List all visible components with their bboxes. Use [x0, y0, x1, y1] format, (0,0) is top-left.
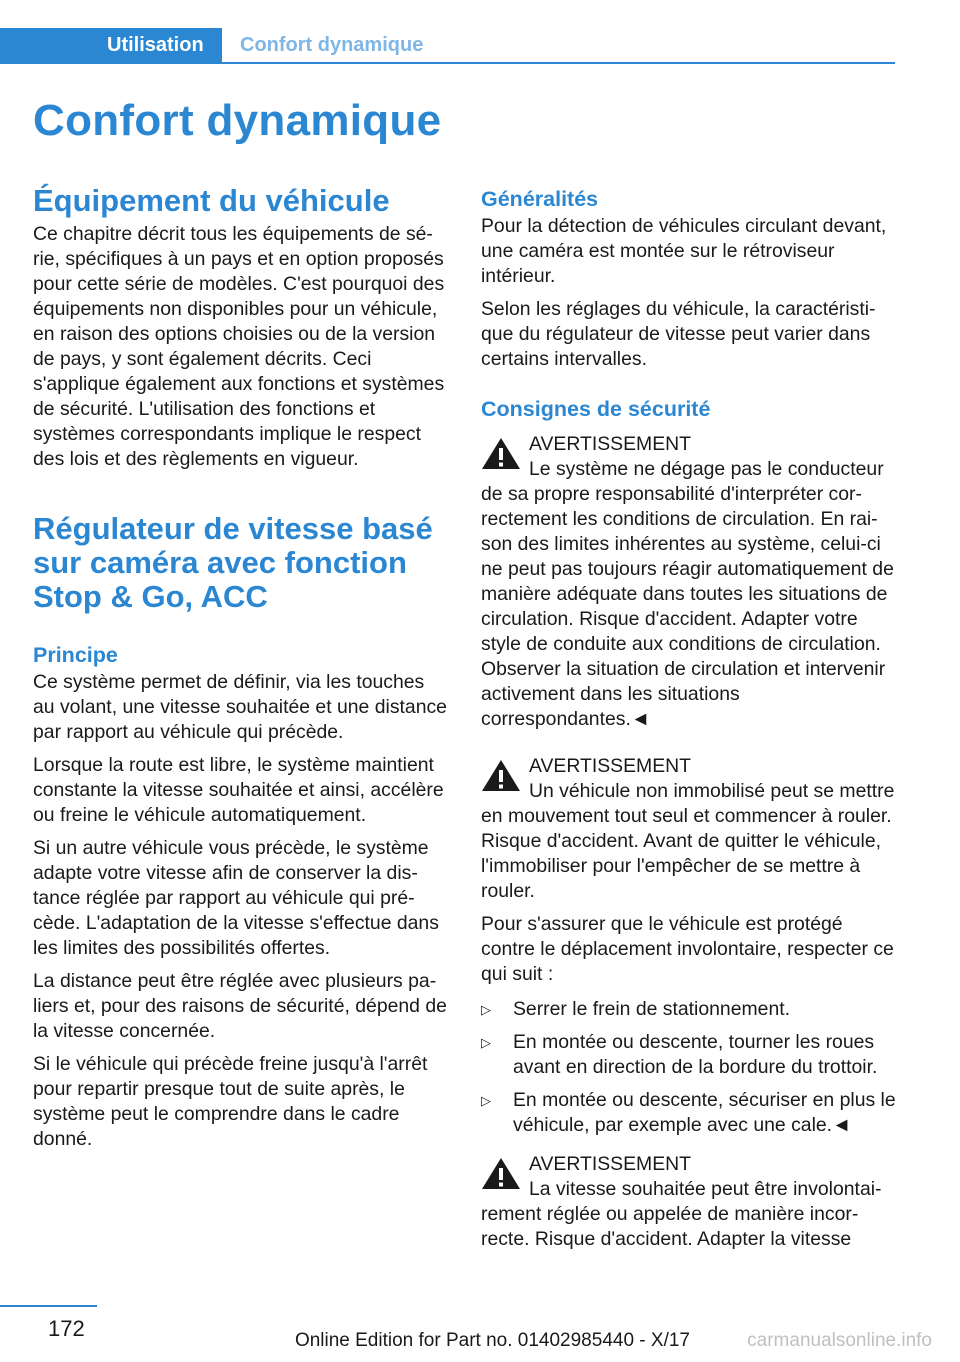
principe-paragraph: Si le véhicule qui précède freine jusqu'à l'arrêt pour repartir presque tout de suite après, le système peut le comprendre dans le cadre donné.	[33, 1053, 428, 1150]
page-title: Confort dynamique	[33, 96, 442, 145]
list-item: ▷ En montée ou descente, tourner les roues avant en direction de la bordure du trottoir.	[481, 1031, 878, 1078]
tab-confort-dynamique[interactable]: Confort dynamique	[240, 34, 424, 56]
tab-utilisation[interactable]: Utilisation	[0, 28, 222, 62]
warning-paragraph: Pour s'assurer que le véhicule est protégé contre le déplacement involontaire, respecter ce qui suit :	[481, 913, 894, 985]
warning-block	[481, 432, 897, 732]
watermark: carmanualsonline.info	[747, 1330, 932, 1351]
header-tab-bar	[0, 28, 895, 64]
warning-block	[481, 1152, 897, 1252]
edition-info: Online Edition for Part no. 01402985440 - X/17	[294, 1330, 690, 1351]
principe-paragraph: Si un autre véhicule vous précède, le système adapte votre vitesse afin de conserver la distance réglée par rapport au véhicule qui précède. L'adaptation de la vitesse s'effectue dans les limites des possibilités offertes.	[33, 837, 439, 959]
generalites-paragraph: Pour la détection de véhicules circulant devant, une caméra est montée sur le rétroviseur intérieur.	[481, 215, 887, 287]
equipment-heading: Équipement du véhicule	[33, 183, 390, 218]
principe-paragraph: Ce système permet de définir, via les touches au volant, une vitesse souhaitée et une distance par rapport au véhicule qui précède.	[33, 671, 447, 743]
right-column	[481, 184, 897, 1252]
principe-paragraph: La distance peut être réglée avec plusieurs paliers et, pour des raisons de sécurité, dépend de la vitesse concernée.	[33, 970, 447, 1042]
principe-paragraph: Lorsque la route est libre, le système maintient constante la vitesse souhaitée et ainsi, accélère ou freine le véhicule automatiquement.	[33, 754, 444, 826]
triangle-bullet-icon: ▷	[481, 1093, 491, 1108]
warning-block	[481, 754, 897, 904]
warning-title: AVERTISSEMENT	[529, 433, 691, 455]
consignes-heading: Consignes de sécurité	[481, 397, 711, 421]
warning-text: La vitesse souhaitée peut être involontairement réglée ou appelée de manière incorrecte. Risque d'accident. Adapter la vitesse	[481, 1178, 882, 1250]
list-item: ▷ En montée ou descente, sécuriser en plus le véhicule, par exemple avec une cale.◄	[481, 1089, 896, 1136]
steps-list	[481, 997, 897, 1138]
triangle-bullet-icon: ▷	[481, 1002, 491, 1017]
generalites-paragraph: Selon les réglages du véhicule, la caractéristique du régulateur de vitesse peut varier dans certains intervalles.	[481, 298, 876, 370]
warning-title: AVERTISSEMENT	[529, 755, 691, 777]
warning-icon	[481, 758, 521, 792]
warning-text: Le système ne dégage pas le conducteur de sa propre responsabilité d'interpréter correctement les conditions de circulation. En raison des limites inhérentes au système, celui-ci ne peut pas toujours réagir automatiquement de manière adéquate dans toutes les situations de circulation. Risque d'accident. Adapter votre style de conduite aux conditions de circulation. Observer la situation de circulation et intervenir activement dans les situations correspondantes.◄	[481, 458, 894, 730]
triangle-bullet-icon: ▷	[481, 1035, 491, 1050]
equipment-text: Ce chapitre décrit tous les équipements de série, spécifiques à un pays et en option proposés pour cette série de modèles. C'est pourquoi des équipements non disponibles pour un véhicule, en raison des options choisies ou de la version de pays, y sont également décrits. Ceci s'applique également aux fonctions et systèmes de sécurité. L'utilisation des fonctions et systèmes correspondants implique le respect des lois et des règlements en vigueur.	[33, 223, 445, 470]
warning-text: Un véhicule non immobilisé peut se mettre en mouvement tout seul et commencer à rouler. Risque d'accident. Avant de quitter le véhicule, l'immobiliser pour l'empêcher de se mettre à rouler.	[481, 780, 895, 902]
principe-heading: Principe	[33, 643, 118, 667]
page-number: 172	[48, 1316, 85, 1341]
generalites-heading: Généralités	[481, 187, 599, 211]
acc-heading: Régulateur de vitesse basé sur caméra avec fonction Stop & Go, ACC	[33, 511, 433, 614]
warning-icon	[481, 436, 521, 470]
left-column	[33, 184, 451, 1152]
warning-title: AVERTISSEMENT	[529, 1153, 691, 1175]
footer-rule	[0, 1305, 97, 1307]
warning-icon	[481, 1156, 521, 1190]
list-item: ▷ Serrer le frein de stationnement.	[481, 998, 790, 1020]
